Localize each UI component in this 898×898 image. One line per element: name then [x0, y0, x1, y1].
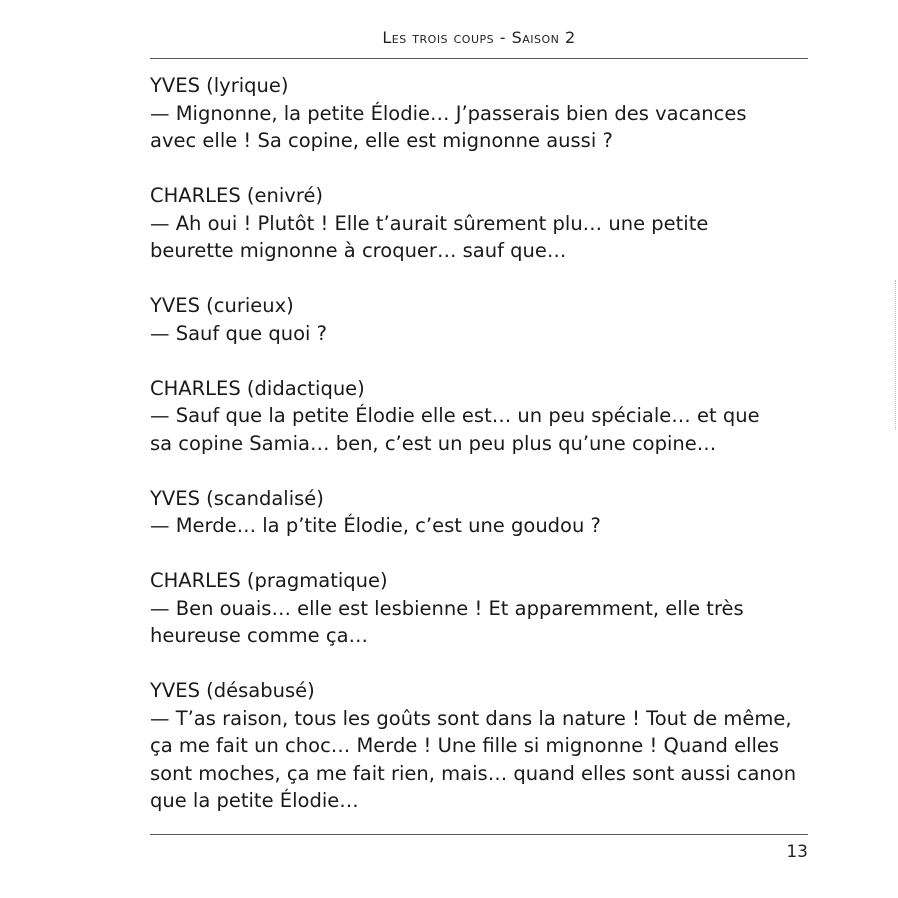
- dialogue-block: [150, 677, 808, 815]
- dialogue-block: [150, 485, 808, 540]
- running-header: [150, 28, 808, 47]
- dialogue-line: sont moches, ça me fait rien, mais… quand elles sont aussi canon: [150, 761, 797, 785]
- page-number: 13: [786, 842, 808, 862]
- dialogue-line: — Sauf que la petite Élodie elle est… un peu spéciale… et que: [150, 404, 760, 427]
- speaker-cue: YVES (curieux): [150, 294, 294, 317]
- speaker-cue: CHARLES (enivré): [150, 184, 324, 207]
- speaker-cue: YVES (désabusé): [150, 679, 315, 702]
- page-edge-mark: [895, 280, 896, 430]
- dialogue-block: [150, 567, 808, 650]
- speaker-cue: CHARLES (pragmatique): [150, 569, 388, 592]
- running-header-text: Les trois coups - Saison 2: [382, 28, 576, 47]
- dialogue-line: — Mignonne, la petite Élodie… J’passerais bien des vacances: [150, 101, 747, 125]
- dialogue-line: que la petite Élodie…: [150, 789, 359, 812]
- speaker-cue: YVES (scandalisé): [150, 486, 324, 510]
- dialogue-line: heureuse comme ça…: [150, 624, 369, 647]
- dialogue-line: — Merde… la p’tite Élodie, c’est une goudou ?: [150, 514, 601, 537]
- header-rule: [150, 58, 808, 59]
- speaker-cue: CHARLES (didactique): [150, 376, 365, 400]
- speaker-cue: YVES (lyrique): [150, 74, 289, 97]
- dialogue-line: — Ah oui ! Plutôt ! Elle t’aurait sûrement plu… une petite: [150, 211, 709, 235]
- dialogue-line: — T’as raison, tous les goûts sont dans la nature ! Tout de même,: [150, 706, 792, 730]
- dialogue-block: [150, 72, 808, 155]
- dialogue-line: sa copine Samia… ben, c’est un peu plus qu’une copine…: [150, 431, 717, 455]
- dialogue-block: [150, 292, 808, 347]
- dialogue-block: [150, 182, 808, 265]
- dialogue-block: [150, 375, 808, 458]
- dialogue-line: avec elle ! Sa copine, elle est mignonne aussi ?: [150, 129, 613, 152]
- dialogue-line: — Ben ouais… elle est lesbienne ! Et apparemment, elle très: [150, 596, 744, 620]
- dialogue-line: — Sauf que quoi ?: [150, 321, 328, 345]
- dialogue-line: beurette mignonne à croquer… sauf que…: [150, 239, 567, 262]
- dialogue-body: [150, 72, 808, 842]
- dialogue-line: ça me fait un choc… Merde ! Une fille si mignonne ! Quand elles: [150, 734, 780, 757]
- footer-rule: [150, 834, 808, 835]
